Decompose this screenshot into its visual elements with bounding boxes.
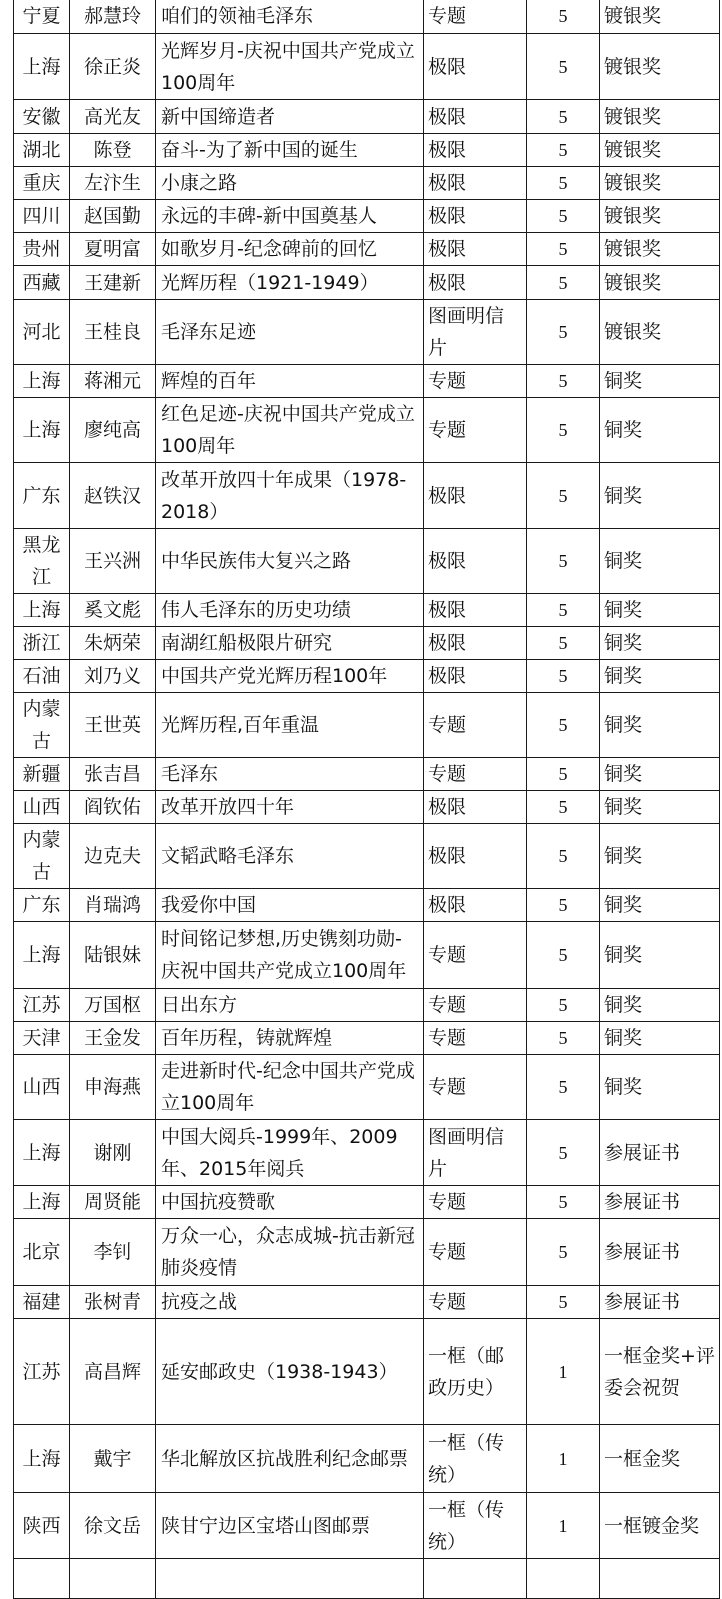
cell-award: 铜奖 (600, 594, 720, 627)
cell-name: 赵铁汉 (70, 463, 156, 529)
cell-frames: 5 (527, 1120, 600, 1186)
cell-award: 铜奖 (600, 1055, 720, 1120)
table-row (14, 1286, 720, 1319)
cell-prov: 山西 (14, 791, 70, 824)
table-row (14, 34, 720, 100)
cell-title: 我爱你中国 (156, 889, 424, 922)
cell-frames: 5 (527, 1055, 600, 1120)
awards-table-body (14, 0, 720, 1599)
cell-prov: 内蒙古 (14, 693, 70, 758)
cell-award: 铜奖 (600, 693, 720, 758)
cell-prov (14, 1559, 70, 1599)
cell-title: 小康之路 (156, 167, 424, 200)
cell-award: 一框金奖+评委会祝贺 (600, 1319, 720, 1425)
cell-award: 镀银奖 (600, 200, 720, 233)
cell-cat: 极限 (424, 529, 527, 594)
table-row (14, 758, 720, 791)
cell-title: 中华民族伟大复兴之路 (156, 529, 424, 594)
table-row (14, 398, 720, 463)
table-row (14, 824, 720, 889)
cell-name: 蒋湘元 (70, 365, 156, 398)
table-row (14, 0, 720, 34)
cell-award: 镀银奖 (600, 134, 720, 167)
cell-frames: 5 (527, 365, 600, 398)
cell-prov: 陕西 (14, 1493, 70, 1559)
cell-cat: 极限 (424, 660, 527, 693)
cell-prov: 重庆 (14, 167, 70, 200)
cell-title: 时间铭记梦想,历史镌刻功勋-庆祝中国共产党成立100周年 (156, 922, 424, 989)
cell-title: 改革开放四十年成果（1978-2018） (156, 463, 424, 529)
cell-prov: 黑龙江 (14, 529, 70, 594)
cell-cat: 极限 (424, 889, 527, 922)
cell-prov: 四川 (14, 200, 70, 233)
cell-title: 陕甘宁边区宝塔山图邮票 (156, 1493, 424, 1559)
cell-title: 华北解放区抗战胜利纪念邮票 (156, 1425, 424, 1493)
cell-frames: 5 (527, 100, 600, 134)
cell-cat: 极限 (424, 100, 527, 134)
cell-frames: 5 (527, 0, 600, 34)
cell-award: 镀银奖 (600, 34, 720, 100)
cell-name: 徐正炎 (70, 34, 156, 100)
cell-cat: 极限 (424, 34, 527, 100)
cell-prov: 山西 (14, 1055, 70, 1120)
cell-prov: 江苏 (14, 1319, 70, 1425)
cell-frames: 5 (527, 791, 600, 824)
table-row (14, 1559, 720, 1599)
cell-title: 中国大阅兵-1999年、2009年、2015年阅兵 (156, 1120, 424, 1186)
cell-title: 辉煌的百年 (156, 365, 424, 398)
cell-prov: 宁夏 (14, 0, 70, 34)
cell-title: 改革开放四十年 (156, 791, 424, 824)
cell-prov: 安徽 (14, 100, 70, 134)
cell-frames: 5 (527, 922, 600, 989)
cell-prov: 内蒙古 (14, 824, 70, 889)
table-row (14, 594, 720, 627)
cell-prov: 上海 (14, 922, 70, 989)
cell-title: 南湖红船极限片研究 (156, 627, 424, 660)
cell-name: 王桂良 (70, 300, 156, 365)
cell-frames: 5 (527, 34, 600, 100)
cell-award: 铜奖 (600, 791, 720, 824)
cell-cat: 极限 (424, 791, 527, 824)
cell-name: 王金发 (70, 1022, 156, 1055)
cell-name: 徐文岳 (70, 1493, 156, 1559)
cell-award: 镀银奖 (600, 233, 720, 266)
cell-cat: 极限 (424, 463, 527, 529)
cell-name: 廖纯高 (70, 398, 156, 463)
cell-award: 铜奖 (600, 824, 720, 889)
cell-award: 一框镀金奖 (600, 1493, 720, 1559)
table-row (14, 627, 720, 660)
cell-frames: 1 (527, 1493, 600, 1559)
cell-name: 张树青 (70, 1286, 156, 1319)
cell-title: 光辉岁月-庆祝中国共产党成立100周年 (156, 34, 424, 100)
cell-award: 镀银奖 (600, 0, 720, 34)
cell-award: 铜奖 (600, 889, 720, 922)
cell-cat: 一框（传统） (424, 1493, 527, 1559)
cell-cat: 极限 (424, 594, 527, 627)
table-row (14, 365, 720, 398)
cell-prov: 福建 (14, 1286, 70, 1319)
cell-award: 参展证书 (600, 1120, 720, 1186)
cell-prov: 河北 (14, 300, 70, 365)
table-row (14, 1186, 720, 1219)
cell-frames: 5 (527, 398, 600, 463)
cell-prov: 上海 (14, 34, 70, 100)
cell-name: 边克夫 (70, 824, 156, 889)
cell-title: 光辉历程（1921-1949） (156, 266, 424, 300)
cell-cat: 极限 (424, 266, 527, 300)
cell-award: 铜奖 (600, 1022, 720, 1055)
cell-cat (424, 1559, 527, 1599)
cell-award: 铜奖 (600, 463, 720, 529)
cell-frames: 5 (527, 627, 600, 660)
table-row (14, 266, 720, 300)
cell-name: 奚文彪 (70, 594, 156, 627)
cell-prov: 贵州 (14, 233, 70, 266)
cell-name: 戴宇 (70, 1425, 156, 1493)
cell-name: 朱炳荣 (70, 627, 156, 660)
cell-prov: 上海 (14, 594, 70, 627)
cell-name (70, 1559, 156, 1599)
table-row (14, 134, 720, 167)
cell-prov: 石油 (14, 660, 70, 693)
cell-name: 王世英 (70, 693, 156, 758)
cell-cat: 图画明信片 (424, 1120, 527, 1186)
cell-frames: 5 (527, 1219, 600, 1286)
table-row (14, 1022, 720, 1055)
cell-award: 铜奖 (600, 529, 720, 594)
cell-prov: 上海 (14, 1186, 70, 1219)
table-row (14, 1319, 720, 1425)
cell-name: 王建新 (70, 266, 156, 300)
cell-cat: 极限 (424, 134, 527, 167)
cell-cat: 极限 (424, 233, 527, 266)
cell-cat: 专题 (424, 0, 527, 34)
cell-cat: 专题 (424, 922, 527, 989)
table-row (14, 922, 720, 989)
cell-title: 万众一心，众志成城-抗击新冠肺炎疫情 (156, 1219, 424, 1286)
cell-name: 郝慧玲 (70, 0, 156, 34)
cell-award: 铜奖 (600, 365, 720, 398)
table-row (14, 693, 720, 758)
cell-name: 左汴生 (70, 167, 156, 200)
cell-title: 光辉历程,百年重温 (156, 693, 424, 758)
cell-award: 参展证书 (600, 1186, 720, 1219)
cell-frames: 5 (527, 989, 600, 1022)
cell-title: 中国共产党光辉历程100年 (156, 660, 424, 693)
cell-frames: 5 (527, 1186, 600, 1219)
cell-frames: 5 (527, 824, 600, 889)
cell-prov: 新疆 (14, 758, 70, 791)
cell-name: 高光友 (70, 100, 156, 134)
cell-cat: 一框（邮政历史） (424, 1319, 527, 1425)
cell-frames: 5 (527, 463, 600, 529)
cell-prov: 上海 (14, 1120, 70, 1186)
cell-award: 铜奖 (600, 398, 720, 463)
cell-cat: 专题 (424, 1286, 527, 1319)
table-row (14, 1120, 720, 1186)
cell-frames: 5 (527, 660, 600, 693)
cell-name: 刘乃义 (70, 660, 156, 693)
cell-name: 夏明富 (70, 233, 156, 266)
cell-award: 镀银奖 (600, 266, 720, 300)
cell-frames: 5 (527, 200, 600, 233)
cell-frames: 5 (527, 758, 600, 791)
cell-name: 周贤能 (70, 1186, 156, 1219)
cell-cat: 专题 (424, 989, 527, 1022)
cell-title: 新中国缔造者 (156, 100, 424, 134)
cell-title: 抗疫之战 (156, 1286, 424, 1319)
cell-title: 日出东方 (156, 989, 424, 1022)
table-row (14, 791, 720, 824)
cell-frames: 5 (527, 233, 600, 266)
table-row (14, 1425, 720, 1493)
cell-name: 肖瑞鸿 (70, 889, 156, 922)
awards-table (13, 0, 720, 1599)
cell-name: 李钊 (70, 1219, 156, 1286)
cell-frames: 5 (527, 134, 600, 167)
cell-prov: 江苏 (14, 989, 70, 1022)
cell-cat: 极限 (424, 167, 527, 200)
cell-cat: 一框（传统） (424, 1425, 527, 1493)
cell-cat: 极限 (424, 627, 527, 660)
cell-frames (527, 1559, 600, 1599)
cell-cat: 专题 (424, 398, 527, 463)
cell-cat: 专题 (424, 1186, 527, 1219)
cell-name: 万国枢 (70, 989, 156, 1022)
cell-prov: 上海 (14, 365, 70, 398)
cell-frames: 5 (527, 1286, 600, 1319)
cell-frames: 5 (527, 300, 600, 365)
cell-name: 陆银妹 (70, 922, 156, 989)
cell-frames: 5 (527, 529, 600, 594)
table-row (14, 100, 720, 134)
table-row (14, 529, 720, 594)
cell-frames: 1 (527, 1425, 600, 1493)
cell-title: 如歌岁月-纪念碑前的回忆 (156, 233, 424, 266)
cell-title: 中国抗疫赞歌 (156, 1186, 424, 1219)
table-row (14, 1493, 720, 1559)
cell-title: 毛泽东 (156, 758, 424, 791)
cell-award: 镀银奖 (600, 300, 720, 365)
cell-prov: 上海 (14, 398, 70, 463)
cell-cat: 专题 (424, 365, 527, 398)
cell-name: 王兴洲 (70, 529, 156, 594)
cell-name: 陈登 (70, 134, 156, 167)
cell-prov: 天津 (14, 1022, 70, 1055)
table-row (14, 1055, 720, 1120)
cell-cat: 专题 (424, 693, 527, 758)
cell-award: 铜奖 (600, 989, 720, 1022)
table-row (14, 1219, 720, 1286)
table-row (14, 167, 720, 200)
cell-cat: 专题 (424, 1022, 527, 1055)
cell-frames: 5 (527, 167, 600, 200)
cell-title: 文韬武略毛泽东 (156, 824, 424, 889)
cell-frames: 5 (527, 594, 600, 627)
cell-prov: 北京 (14, 1219, 70, 1286)
table-row (14, 233, 720, 266)
cell-title: 伟人毛泽东的历史功绩 (156, 594, 424, 627)
cell-award: 铜奖 (600, 758, 720, 791)
cell-title: 百年历程，铸就辉煌 (156, 1022, 424, 1055)
cell-title: 红色足迹-庆祝中国共产党成立100周年 (156, 398, 424, 463)
cell-award: 一框金奖 (600, 1425, 720, 1493)
cell-frames: 5 (527, 266, 600, 300)
cell-prov: 广东 (14, 889, 70, 922)
cell-cat: 专题 (424, 1219, 527, 1286)
table-row (14, 660, 720, 693)
cell-frames: 5 (527, 1022, 600, 1055)
table-row (14, 889, 720, 922)
table-row (14, 200, 720, 233)
cell-award: 铜奖 (600, 922, 720, 989)
cell-award: 铜奖 (600, 660, 720, 693)
cell-name: 谢刚 (70, 1120, 156, 1186)
cell-prov: 广东 (14, 463, 70, 529)
cell-prov: 湖北 (14, 134, 70, 167)
cell-award: 镀银奖 (600, 100, 720, 134)
cell-award: 参展证书 (600, 1219, 720, 1286)
cell-title: 永远的丰碑-新中国奠基人 (156, 200, 424, 233)
cell-award: 铜奖 (600, 627, 720, 660)
cell-title: 走进新时代-纪念中国共产党成立100周年 (156, 1055, 424, 1120)
table-row (14, 300, 720, 365)
cell-prov: 浙江 (14, 627, 70, 660)
cell-award (600, 1559, 720, 1599)
cell-title: 毛泽东足迹 (156, 300, 424, 365)
table-row (14, 989, 720, 1022)
cell-name: 高昌辉 (70, 1319, 156, 1425)
cell-award: 参展证书 (600, 1286, 720, 1319)
cell-prov: 上海 (14, 1425, 70, 1493)
cell-frames: 5 (527, 889, 600, 922)
cell-cat: 专题 (424, 758, 527, 791)
cell-cat: 极限 (424, 824, 527, 889)
cell-title (156, 1559, 424, 1599)
cell-title: 咱们的领袖毛泽东 (156, 0, 424, 34)
cell-title: 奋斗-为了新中国的诞生 (156, 134, 424, 167)
cell-cat: 图画明信片 (424, 300, 527, 365)
cell-cat: 专题 (424, 1055, 527, 1120)
cell-name: 张吉昌 (70, 758, 156, 791)
cell-name: 申海燕 (70, 1055, 156, 1120)
cell-name: 赵国勤 (70, 200, 156, 233)
table-row (14, 463, 720, 529)
cell-prov: 西藏 (14, 266, 70, 300)
cell-frames: 5 (527, 693, 600, 758)
cell-frames: 1 (527, 1319, 600, 1425)
cell-award: 镀银奖 (600, 167, 720, 200)
cell-title: 延安邮政史（1938-1943） (156, 1319, 424, 1425)
cell-name: 阎钦佑 (70, 791, 156, 824)
cell-cat: 极限 (424, 200, 527, 233)
